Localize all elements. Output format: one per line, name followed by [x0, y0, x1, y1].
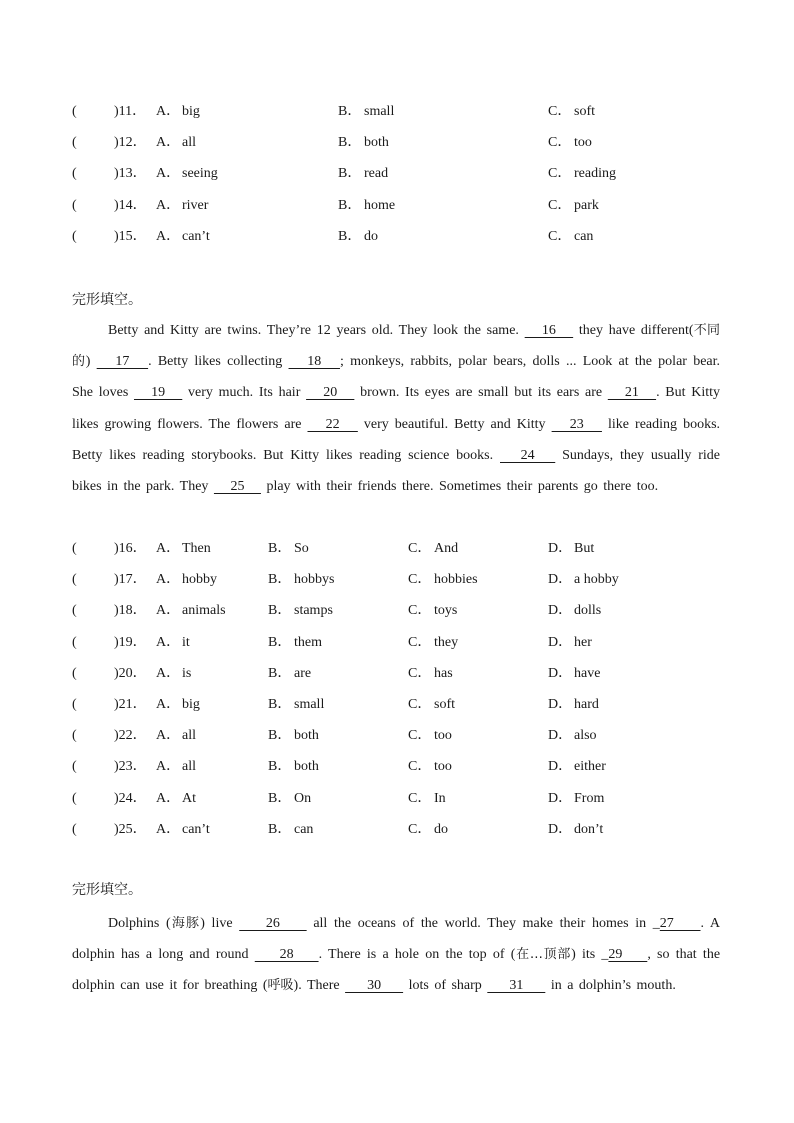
option-letter: C． [408, 728, 432, 744]
option-letter: B． [268, 728, 292, 744]
answer-bracket[interactable]: ( [72, 228, 77, 244]
option-text[interactable]: seeing [182, 166, 218, 182]
answer-bracket[interactable]: ( [72, 135, 77, 151]
blank-29[interactable]: 29 [608, 947, 648, 963]
passage-text: , so that the dolphin can use it for breathing ( [72, 947, 721, 994]
option-letter: C． [548, 135, 572, 151]
option-text[interactable]: can [294, 821, 314, 837]
option-text[interactable]: hobby [182, 572, 217, 588]
option-text[interactable]: read [364, 166, 389, 182]
option-text[interactable]: And [434, 541, 459, 556]
option-text[interactable]: reading [574, 166, 616, 182]
option-letter: C． [408, 541, 432, 556]
option-text[interactable]: both [294, 759, 319, 775]
passage-text: in a dolphin’s mouth. [545, 978, 676, 994]
passage-text: . A dolphin has a long and round [72, 916, 721, 963]
passage-text: brown. Its eyes are small but its ears are [354, 385, 608, 401]
option-letter: B． [338, 166, 362, 182]
option-text[interactable]: both [294, 728, 319, 744]
option-text[interactable]: her [574, 634, 592, 650]
option-text[interactable]: is [182, 665, 192, 681]
option-letter: A． [156, 135, 181, 151]
option-letter: B． [268, 759, 292, 775]
option-text[interactable]: too [434, 759, 452, 775]
question-number: )19． [114, 634, 147, 650]
blank-28[interactable]: 28 [254, 947, 319, 963]
answer-bracket[interactable]: ( [72, 572, 77, 588]
blank-23[interactable]: 23 [551, 416, 602, 432]
answer-bracket[interactable]: ( [72, 166, 77, 182]
option-letter: B． [268, 821, 292, 837]
option-text[interactable]: hobbys [294, 572, 335, 588]
option-text[interactable]: have [574, 665, 601, 681]
option-letter: C． [548, 166, 572, 182]
question-number: )20． [114, 665, 147, 681]
answer-bracket[interactable]: ( [72, 541, 77, 556]
blank-26[interactable]: 26 [239, 916, 307, 931]
passage-text: . But Kitty likes growing flowers. The flowers are [72, 385, 721, 432]
passage-text-chinese: 呼吸 [267, 978, 294, 994]
option-text[interactable]: all [182, 135, 196, 151]
option-letter: D． [548, 603, 573, 619]
passage-text: play with their friends there. Sometimes their parents go there too. [260, 479, 659, 495]
option-text[interactable]: too [434, 728, 452, 744]
option-text[interactable]: them [294, 634, 322, 650]
answer-bracket[interactable]: ( [72, 634, 77, 650]
blank-16[interactable]: 16 [524, 323, 574, 338]
passage-text: ) live [200, 916, 240, 931]
passage-text: ; monkeys, rabbits, polar bears, dolls ... Look at the polar bear. She loves [72, 354, 721, 401]
passage-text: they have different( [573, 323, 694, 338]
option-letter: B． [338, 228, 362, 244]
option-letter: D． [548, 790, 573, 806]
option-letter: B． [268, 790, 292, 806]
option-text[interactable]: small [294, 697, 325, 712]
option-letter: A． [156, 697, 181, 712]
option-text[interactable]: soft [434, 697, 455, 712]
option-text[interactable]: it [182, 634, 190, 650]
answer-bracket[interactable]: ( [72, 104, 77, 119]
option-text[interactable]: big [182, 697, 200, 712]
blank-21[interactable]: 21 [607, 385, 657, 401]
option-text[interactable]: all [182, 759, 196, 775]
option-text[interactable]: river [182, 197, 209, 213]
option-text[interactable]: At [182, 790, 196, 806]
option-letter: B． [338, 197, 362, 213]
blank-25[interactable]: 25 [213, 479, 261, 495]
option-text[interactable]: animals [182, 603, 226, 619]
option-letter: A． [156, 228, 181, 244]
option-letter: B． [338, 135, 362, 151]
question-number: )24． [114, 790, 147, 806]
question-number: )12． [114, 135, 147, 151]
question-number: )21． [114, 697, 147, 712]
option-text[interactable]: are [294, 665, 312, 681]
option-letter: D． [548, 572, 573, 588]
option-text[interactable]: small [364, 104, 395, 119]
option-letter: A． [156, 759, 181, 775]
option-letter: A． [156, 541, 181, 556]
passage-text: Betty and Kitty are twins. They’re 12 years old. They look the same. [108, 323, 525, 338]
option-letter: B． [268, 541, 292, 556]
question-number: )15． [114, 228, 147, 244]
blank-18[interactable]: 18 [288, 354, 340, 370]
passage-text: all the oceans of the world. They make their homes in _ [306, 916, 660, 931]
answer-bracket[interactable]: ( [72, 197, 77, 213]
option-text[interactable]: big [182, 104, 200, 119]
option-letter: D． [548, 665, 573, 681]
blank-19[interactable]: 19 [133, 385, 183, 401]
option-letter: D． [548, 634, 573, 650]
option-text[interactable]: all [182, 728, 196, 744]
cloze-passage-1 [72, 315, 720, 502]
passage-text: very much. Its hair [182, 385, 307, 401]
passage-text-chinese: 在…顶部 [515, 947, 572, 963]
option-text[interactable]: In [434, 790, 446, 806]
passage-text: very beautiful. Betty and Kitty [357, 416, 552, 432]
option-text[interactable]: do [434, 821, 448, 837]
option-letter: A． [156, 572, 181, 588]
option-letter: D． [548, 728, 573, 744]
question-number: )16． [114, 541, 147, 556]
option-letter: A． [156, 197, 181, 213]
option-text[interactable]: park [574, 197, 599, 213]
passage-text: Dolphins ( [108, 916, 171, 931]
option-text[interactable]: hobbies [434, 572, 478, 588]
option-text[interactable]: dolls [574, 603, 602, 619]
section-heading: 完形填空。 [72, 292, 142, 308]
cloze-passage-2 [72, 908, 720, 1002]
option-text[interactable]: But [574, 541, 595, 556]
option-letter: D． [548, 541, 573, 556]
option-text[interactable]: On [294, 790, 312, 806]
option-letter: A． [156, 665, 181, 681]
option-letter: C． [408, 821, 432, 837]
option-text[interactable]: either [574, 759, 606, 775]
answer-bracket[interactable]: ( [72, 665, 77, 681]
option-letter: B． [268, 572, 292, 588]
option-letter: C． [548, 228, 572, 244]
answer-bracket[interactable]: ( [72, 728, 77, 744]
option-text[interactable]: also [574, 728, 597, 744]
option-letter: B． [268, 665, 292, 681]
option-text[interactable]: can’t [182, 228, 210, 244]
blank-24[interactable]: 24 [500, 447, 556, 463]
answer-bracket[interactable]: ( [72, 821, 77, 837]
option-letter: B． [268, 634, 292, 650]
option-letter: A． [156, 728, 181, 744]
option-text[interactable]: Then [182, 541, 211, 556]
option-letter: B． [338, 104, 362, 119]
option-letter: C． [408, 634, 432, 650]
section-heading: 完形填空。 [72, 882, 142, 898]
passage-text: ) its _ [571, 947, 609, 963]
passage-text: lots of sharp [403, 978, 488, 994]
answer-bracket[interactable]: ( [72, 603, 77, 619]
question-number: )13． [114, 166, 147, 182]
question-number: )18． [114, 603, 147, 619]
option-text[interactable]: home [364, 197, 396, 213]
passage-text: like reading books. Betty likes reading storybooks. But Kitty likes reading science books. [72, 416, 721, 463]
blank-17[interactable]: 17 [96, 354, 149, 370]
option-text[interactable]: So [294, 541, 309, 556]
option-text[interactable]: soft [574, 104, 595, 119]
answer-bracket[interactable]: ( [72, 697, 77, 712]
passage-text: ). There [293, 978, 346, 994]
passage-text: . There is a hole on the top of ( [318, 947, 516, 963]
option-text[interactable]: stamps [294, 603, 333, 619]
option-text[interactable]: From [574, 790, 605, 806]
blank-31[interactable]: 31 [487, 978, 546, 994]
option-letter: C． [408, 697, 432, 712]
option-letter: A． [156, 166, 181, 182]
passage-text: ) [85, 354, 97, 370]
option-letter: A． [156, 603, 181, 619]
option-text[interactable]: too [574, 135, 592, 151]
option-text[interactable]: don’t [574, 821, 604, 837]
passage-text-chinese: 海豚 [170, 916, 201, 931]
option-letter: C． [548, 104, 572, 119]
option-text[interactable]: can [574, 228, 594, 244]
option-letter: D． [548, 759, 573, 775]
blank-30[interactable]: 30 [345, 978, 404, 994]
question-number: )14． [114, 197, 147, 213]
blank-27[interactable]: 27 [659, 916, 701, 931]
question-number: )22． [114, 728, 147, 744]
passage-text: . Betty likes collecting [148, 354, 289, 370]
option-text[interactable]: can’t [182, 821, 210, 837]
option-text[interactable]: do [364, 228, 378, 244]
option-letter: A． [156, 634, 181, 650]
option-letter: C． [408, 790, 432, 806]
question-number: )23． [114, 759, 147, 775]
option-letter: D． [548, 821, 573, 837]
question-number: )17． [114, 572, 147, 588]
blank-20[interactable]: 20 [306, 385, 355, 401]
option-letter: A． [156, 821, 181, 837]
option-letter: C． [548, 197, 572, 213]
option-letter: C． [408, 572, 432, 588]
option-letter: D． [548, 697, 573, 712]
question-number: )25． [114, 821, 147, 837]
option-text[interactable]: a hobby [574, 572, 619, 588]
answer-bracket[interactable]: ( [72, 790, 77, 806]
question-number: )11． [114, 104, 147, 119]
option-letter: A． [156, 104, 181, 119]
blank-22[interactable]: 22 [307, 416, 358, 432]
option-letter: B． [268, 603, 292, 619]
option-letter: B． [268, 697, 292, 712]
option-letter: C． [408, 759, 432, 775]
option-letter: A． [156, 790, 181, 806]
option-text[interactable]: both [364, 135, 389, 151]
passage-text-chinese: 不同的 [72, 323, 721, 370]
option-letter: C． [408, 665, 432, 681]
option-text[interactable]: hard [574, 697, 599, 712]
option-text[interactable]: they [434, 634, 459, 650]
answer-bracket[interactable]: ( [72, 759, 77, 775]
option-letter: C． [408, 603, 432, 619]
option-text[interactable]: has [434, 665, 453, 681]
passage-text: Sundays, they usually ride bikes in the park. They [72, 447, 720, 495]
option-text[interactable]: toys [434, 603, 458, 619]
